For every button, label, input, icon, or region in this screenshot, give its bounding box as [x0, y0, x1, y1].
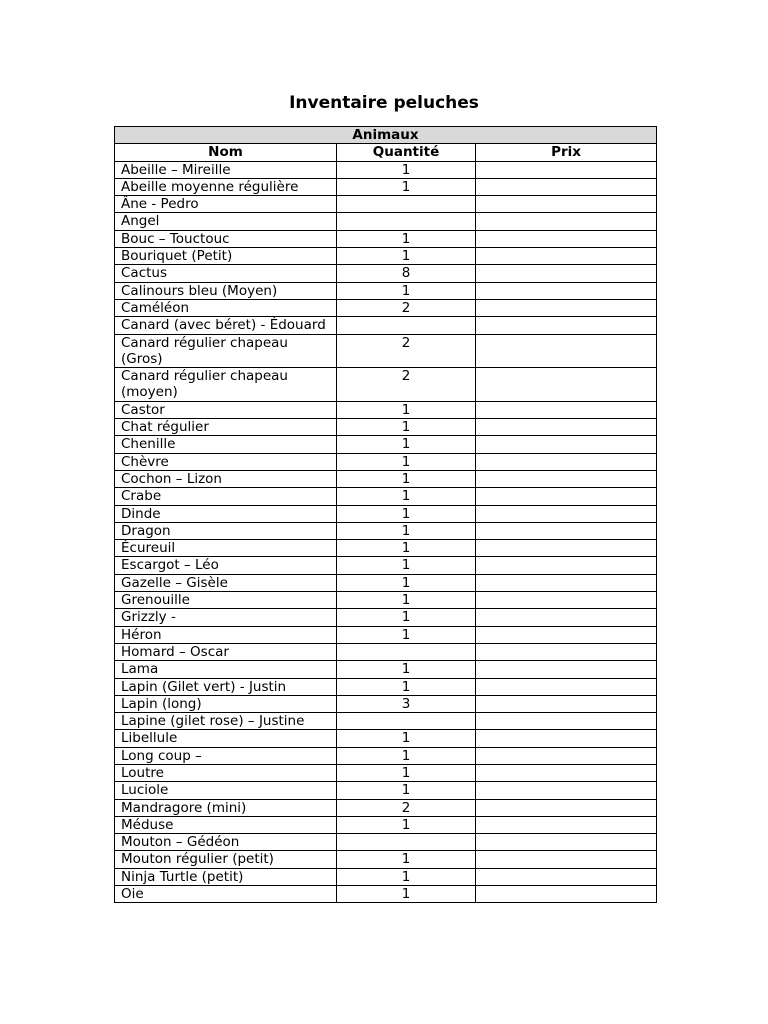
table-row — [115, 522, 657, 539]
table-row — [115, 661, 657, 678]
cell-prix — [476, 419, 657, 436]
table-row — [115, 592, 657, 609]
cell-nom: Mouton – Gédéon — [115, 834, 337, 851]
cell-nom: Gazelle – Gisèle — [115, 574, 337, 591]
inventory-table — [114, 126, 657, 903]
cell-prix — [476, 609, 657, 626]
cell-nom: Âne - Pedro — [115, 196, 337, 213]
table-row — [115, 265, 657, 282]
cell-quantite: 1 — [337, 161, 476, 178]
cell-nom: Mouton régulier (petit) — [115, 851, 337, 868]
table-row — [115, 488, 657, 505]
cell-prix — [476, 730, 657, 747]
table-row — [115, 747, 657, 764]
cell-nom: Cactus — [115, 265, 337, 282]
cell-quantite: 1 — [337, 886, 476, 903]
table-row — [115, 678, 657, 695]
cell-nom: Méduse — [115, 816, 337, 833]
cell-prix — [476, 592, 657, 609]
cell-prix — [476, 453, 657, 470]
cell-prix — [476, 299, 657, 316]
cell-quantite: 8 — [337, 265, 476, 282]
cell-nom: Ninja Turtle (petit) — [115, 868, 337, 885]
page-title: Inventaire peluches — [289, 93, 479, 113]
cell-nom: Escargot – Léo — [115, 557, 337, 574]
cell-nom: Luciole — [115, 782, 337, 799]
cell-quantite: 1 — [337, 557, 476, 574]
cell-quantite: 1 — [337, 453, 476, 470]
cell-nom: Lapine (gilet rose) – Justine — [115, 713, 337, 730]
cell-quantite: 1 — [337, 730, 476, 747]
cell-quantite: 2 — [337, 299, 476, 316]
table-body — [115, 161, 657, 903]
cell-prix — [476, 557, 657, 574]
cell-nom: Libellule — [115, 730, 337, 747]
cell-prix — [476, 196, 657, 213]
column-header-row — [115, 144, 657, 161]
table-row — [115, 626, 657, 643]
cell-nom: Lapin (long) — [115, 695, 337, 712]
cell-quantite: 1 — [337, 626, 476, 643]
cell-prix — [476, 178, 657, 195]
cell-nom: Abeille – Mireille — [115, 161, 337, 178]
cell-quantite — [337, 196, 476, 213]
cell-nom: Abeille moyenne régulière — [115, 178, 337, 195]
table-row — [115, 299, 657, 316]
cell-nom: Lapin (Gilet vert) - Justin — [115, 678, 337, 695]
table-row — [115, 782, 657, 799]
cell-quantite: 1 — [337, 419, 476, 436]
cell-nom: Long coup – — [115, 747, 337, 764]
cell-quantite: 1 — [337, 868, 476, 885]
table-row — [115, 213, 657, 230]
table-row — [115, 196, 657, 213]
cell-prix — [476, 747, 657, 764]
cell-nom: Héron — [115, 626, 337, 643]
cell-nom: Calinours bleu (Moyen) — [115, 282, 337, 299]
cell-nom: Castor — [115, 401, 337, 418]
cell-nom: Grizzly - — [115, 609, 337, 626]
cell-nom: Caméléon — [115, 299, 337, 316]
table-row — [115, 695, 657, 712]
cell-prix — [476, 626, 657, 643]
cell-quantite: 1 — [337, 764, 476, 781]
cell-nom: Chat régulier — [115, 419, 337, 436]
cell-quantite: 3 — [337, 695, 476, 712]
cell-prix — [476, 678, 657, 695]
cell-prix — [476, 368, 657, 402]
cell-prix — [476, 282, 657, 299]
cell-nom: Chenille — [115, 436, 337, 453]
cell-prix — [476, 161, 657, 178]
cell-quantite: 1 — [337, 401, 476, 418]
cell-quantite: 1 — [337, 747, 476, 764]
cell-quantite: 1 — [337, 488, 476, 505]
cell-nom: Grenouille — [115, 592, 337, 609]
cell-prix — [476, 334, 657, 368]
cell-prix — [476, 868, 657, 885]
table-row — [115, 505, 657, 522]
cell-quantite — [337, 643, 476, 660]
table-row — [115, 453, 657, 470]
cell-prix — [476, 764, 657, 781]
cell-prix — [476, 401, 657, 418]
cell-prix — [476, 834, 657, 851]
cell-quantite: 2 — [337, 799, 476, 816]
cell-nom: Loutre — [115, 764, 337, 781]
table-row — [115, 643, 657, 660]
column-header-nom: Nom — [115, 144, 337, 161]
cell-prix — [476, 213, 657, 230]
table-row — [115, 401, 657, 418]
cell-quantite — [337, 713, 476, 730]
cell-prix — [476, 488, 657, 505]
cell-quantite: 1 — [337, 816, 476, 833]
cell-prix — [476, 248, 657, 265]
table-row — [115, 557, 657, 574]
cell-prix — [476, 436, 657, 453]
cell-nom: Cochon – Lizon — [115, 470, 337, 487]
cell-prix — [476, 540, 657, 557]
table-row — [115, 436, 657, 453]
cell-nom: Angel — [115, 213, 337, 230]
cell-nom: Crabe — [115, 488, 337, 505]
cell-nom: Dinde — [115, 505, 337, 522]
cell-nom: Bouc – Touctouc — [115, 230, 337, 247]
cell-prix — [476, 265, 657, 282]
section-header-row — [115, 127, 657, 144]
cell-prix — [476, 574, 657, 591]
cell-quantite: 1 — [337, 178, 476, 195]
table-row — [115, 248, 657, 265]
cell-quantite: 1 — [337, 230, 476, 247]
cell-prix — [476, 886, 657, 903]
table-row — [115, 834, 657, 851]
section-title: Animaux — [115, 127, 657, 144]
table-row — [115, 851, 657, 868]
cell-prix — [476, 470, 657, 487]
table-row — [115, 730, 657, 747]
table-row — [115, 230, 657, 247]
table-row — [115, 868, 657, 885]
cell-quantite — [337, 834, 476, 851]
cell-quantite: 1 — [337, 678, 476, 695]
cell-quantite: 1 — [337, 574, 476, 591]
table-row — [115, 816, 657, 833]
cell-prix — [476, 713, 657, 730]
cell-nom: Bouriquet (Petit) — [115, 248, 337, 265]
table-row — [115, 282, 657, 299]
cell-nom: Chèvre — [115, 453, 337, 470]
cell-nom: Canard régulier chapeau (Gros) — [115, 334, 337, 368]
table-row — [115, 470, 657, 487]
cell-prix — [476, 782, 657, 799]
cell-prix — [476, 661, 657, 678]
cell-quantite: 1 — [337, 522, 476, 539]
table-row — [115, 334, 657, 368]
table-row — [115, 609, 657, 626]
cell-quantite: 1 — [337, 609, 476, 626]
cell-nom: Mandragore (mini) — [115, 799, 337, 816]
cell-quantite: 1 — [337, 540, 476, 557]
cell-quantite: 1 — [337, 470, 476, 487]
cell-nom: Canard (avec béret) - Édouard — [115, 317, 337, 334]
cell-nom: Oie — [115, 886, 337, 903]
cell-quantite — [337, 317, 476, 334]
cell-prix — [476, 522, 657, 539]
cell-quantite — [337, 213, 476, 230]
table-row — [115, 368, 657, 402]
column-header-prix: Prix — [476, 144, 657, 161]
cell-prix — [476, 816, 657, 833]
cell-quantite: 1 — [337, 505, 476, 522]
cell-prix — [476, 317, 657, 334]
cell-quantite: 2 — [337, 334, 476, 368]
column-header-quantite: Quantité — [337, 144, 476, 161]
cell-quantite: 1 — [337, 436, 476, 453]
table-row — [115, 540, 657, 557]
cell-quantite: 1 — [337, 782, 476, 799]
cell-quantite: 1 — [337, 661, 476, 678]
table-row — [115, 574, 657, 591]
cell-prix — [476, 505, 657, 522]
cell-prix — [476, 851, 657, 868]
cell-nom: Homard – Oscar — [115, 643, 337, 660]
cell-nom: Lama — [115, 661, 337, 678]
table-row — [115, 764, 657, 781]
table-row — [115, 178, 657, 195]
table-row — [115, 419, 657, 436]
table-row — [115, 799, 657, 816]
cell-prix — [476, 230, 657, 247]
cell-prix — [476, 799, 657, 816]
cell-quantite: 1 — [337, 282, 476, 299]
table-row — [115, 886, 657, 903]
cell-prix — [476, 643, 657, 660]
cell-nom: Canard régulier chapeau (moyen) — [115, 368, 337, 402]
table-row — [115, 161, 657, 178]
table-row — [115, 713, 657, 730]
cell-quantite: 1 — [337, 248, 476, 265]
table-row — [115, 317, 657, 334]
cell-quantite: 1 — [337, 592, 476, 609]
cell-quantite: 2 — [337, 368, 476, 402]
cell-nom: Écureuil — [115, 540, 337, 557]
cell-quantite: 1 — [337, 851, 476, 868]
cell-prix — [476, 695, 657, 712]
cell-nom: Dragon — [115, 522, 337, 539]
